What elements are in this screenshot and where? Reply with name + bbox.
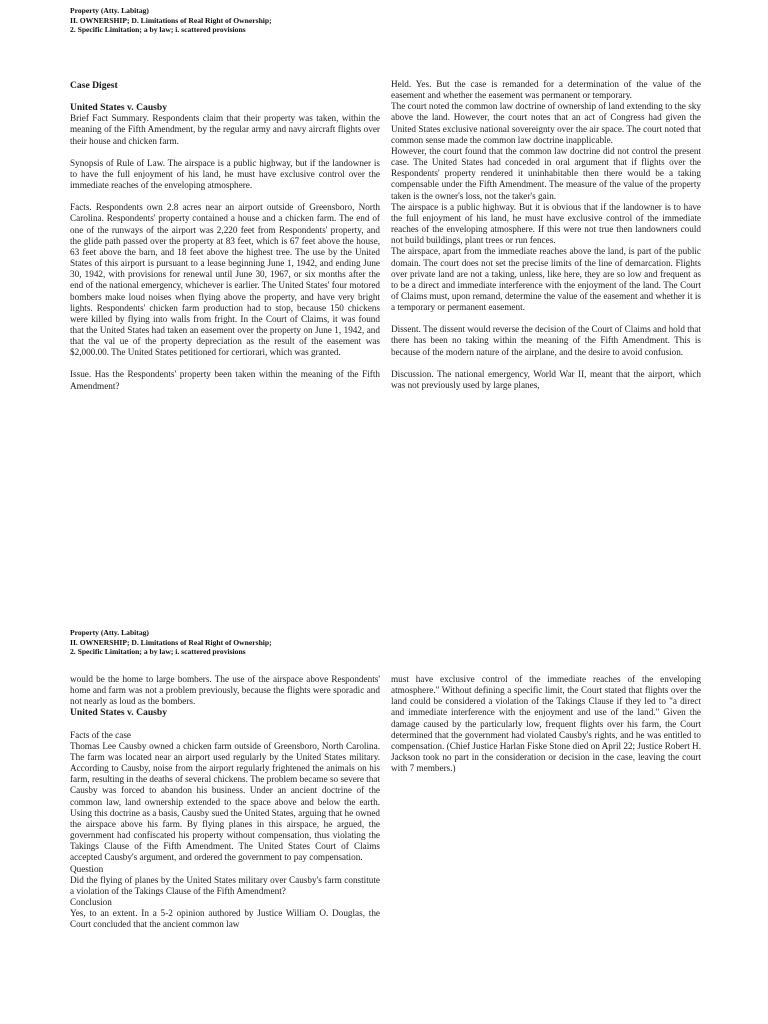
question-heading: Question [70, 863, 104, 874]
section-heading: Case Digest [70, 80, 118, 91]
left-column [70, 80, 380, 392]
airspace-paragraph: The airspace is a public highway. But it is obvious that if the landowner is to have the full enjoyment of his land, he must have exclusive control of the immediate reaches of the enveloping atmosphere. If this were not true then landowners could not build buildings, plant trees or run fences. [391, 201, 701, 246]
discussion-paragraph: Discussion. The national emergency, World War II, meant that the airport, which was not previously used by large planes, [391, 368, 701, 390]
conclusion-heading: Conclusion [70, 896, 112, 907]
header-course: Property (Atty. Labitag) [70, 628, 149, 637]
discussion-continued: would be the home to large bombers. The use of the airspace above Respondents' home and farm was not a problem previously, because the flights were sporadic and not nearly as loud as the bombers. [70, 674, 380, 707]
header-topic: II. OWNERSHIP; D. Limitations of Real Right of Ownership; [70, 637, 272, 647]
question-paragraph: Did the flying of planes by the United States military over Causby's farm constitute a violation of the Takings Clause of the Fifth Amendment? [70, 874, 380, 896]
header-topic: II. OWNERSHIP; D. Limitations of Real Right of Ownership; [70, 15, 272, 25]
left-column [70, 674, 380, 930]
header-subtopic: 2. Specific Limitation; a by law; i. scattered provisions [70, 647, 246, 657]
facts-paragraph: Facts. Respondents own 2.8 acres near an airport outside of Greensboro, North Carolina. Respondents' property contained a house and a chicken farm. The end of one of the runways of the airport was 2,220 feet from Respondents' property, and the glide path passed over the property at 83 feet, which is 67 feet above the house, 63 feet above the barn, and 18 feet above the highest tree. The use by the United States of this airport is pursuant to a lease beginning June 1, 1942, and ending June 30, 1942, with provisions for renewal until June 30, 1967, or six months after the end of the national emergency, whichever is earlier. The United States' four motored bombers make loud noises when flying above the property, and have very bright lights. Respondents' chicken farm production had to stop, because 150 chickens were killed by flying into walls from fright. In the Court of Claims, it was found that the United States had taken an easement over the property on June 1, 1942, and that the val ue of the property depreciation as the result of the easement was $2,000.00. The United States petitioned for certiorari, which was granted. [70, 202, 380, 358]
court-reasoning-paragraph: The court noted the common law doctrine of ownership of land extending to the sky above the land. However, the court notes that an act of Congress had given the United States exclusive national sovereignty over the air space. The court noted that common sense made the common law doctrine inapplicable. [391, 101, 701, 145]
header-subtopic: 2. Specific Limitation; a by law; i. scattered provisions [70, 25, 246, 35]
held-paragraph: Held. Yes. But the case is remanded for a determination of the value of the easement and whether the easement was permanent or temporary. [391, 79, 701, 101]
page-2 [0, 610, 768, 1024]
right-column [391, 79, 701, 391]
page-header [70, 628, 272, 657]
case-title: United States v. Causby [70, 102, 168, 114]
synopsis-paragraph: Synopsis of Rule of Law. The airspace is a public highway, but if the landowner is to have the full enjoyment of his land, he must have exclusive control over the immediate reaches of the enveloping atmosphere. [70, 157, 380, 191]
dissent-paragraph: Dissent. The dissent would reverse the decision of the Court of Claims and hold that there has been no taking within the meaning of the Fifth Amendment. This is because of the modern nature of the airplane, and the desire to avoid confusion. [391, 324, 701, 357]
facts-paragraph: Thomas Lee Causby owned a chicken farm outside of Greensboro, North Carolina. The farm was located near an airport used regularly by the United States military. According to Causby, noise from the airport regularly frightened the animals on his farm, resulting in the deaths of several chickens. The problem became so severe that Causby was forced to abandon his business. Under an ancient doctrine of the common law, land ownership extended to the space above and below the earth. Using this doctrine as a basis, Causby sued the United States, arguing that he owned the airspace above his farm. By flying planes in this airspace, he argued, the government had confiscated his property without compensation, thus violating the Takings Clause of the Fifth Amendment. The United States Court of Claims accepted Causby's argument, and ordered the government to pay compensation. [70, 740, 380, 863]
conclusion-paragraph: Yes, to an extent. In a 5-2 opinion authored by Justice William O. Douglas, the Court concluded that the ancient common law [70, 908, 380, 930]
brief-fact-summary: Brief Fact Summary. Respondents claim that their property was taken, within the meaning of the Fifth Amendment, by the regular army and navy aircraft flights over their house and chicken farm. [70, 113, 380, 146]
court-finding-paragraph: However, the court found that the common law doctrine did not control the present case. The United States had conceded in oral argument that if flights over the Respondents' property rendered it uninhabitable then there would be a taking compensable under the Fifth Amendment. The measure of the value of the property taken is the owner's loss, not the taker's gain. [391, 145, 701, 201]
public-domain-paragraph: The airspace, apart from the immediate reaches above the land, is part of the public domain. The court does not set the precise limits of the line of demarcation. Flights over private land are not a taking, unless, like here, they are so low and frequent as to be a direct and immediate interference with the enjoyment of the land. The Court of Claims must, upon remand, determine the value of the easement and whether it is a temporary or permanent easement. [391, 246, 701, 313]
page-header [70, 6, 272, 35]
conclusion-continued: must have exclusive control of the immediate reaches of the enveloping atmosphere." Without defining a specific limit, the Court stated that flights over the land could be considered a violation of the Takings Clause if they led to "a direct and immediate interference with the enjoyment and use of the land." Given the damage caused by the particularly low, frequent flights over his farm, the Court determined that the government had violated Causby's rights, and he was entitled to compensation. (Chief Justice Harlan Fiske Stone died on April 22; Justice Robert H. Jackson took no part in the consideration or decision in the case, leaving the court with 7 members.) [391, 674, 701, 774]
right-column [391, 674, 701, 774]
issue-paragraph: Issue. Has the Respondents' property been taken within the meaning of the Fifth Amendment? [70, 369, 380, 391]
header-course: Property (Atty. Labitag) [70, 6, 149, 15]
case-title: United States v. Causby [70, 707, 168, 719]
facts-heading: Facts of the case [70, 729, 131, 740]
